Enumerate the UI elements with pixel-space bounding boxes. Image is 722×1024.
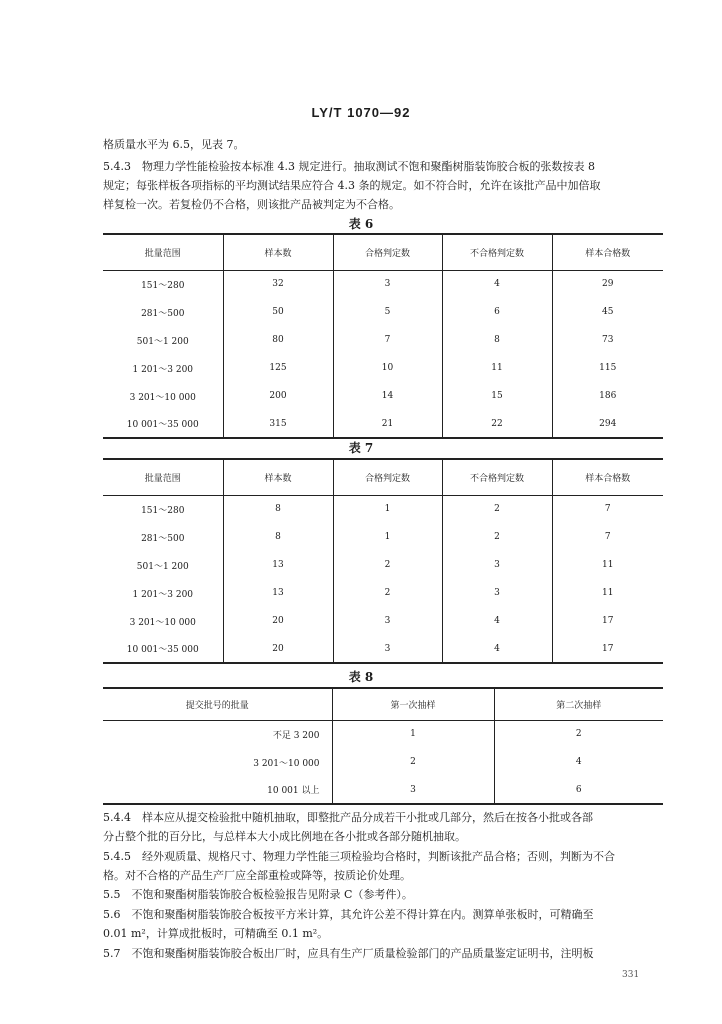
paragraph: 分占整个批的百分比，与总样本大小成比例地在各小批或各部分随机抽取。	[103, 830, 466, 843]
table-cell: 80	[223, 326, 333, 354]
table-row	[103, 382, 663, 410]
paragraph: 5.6 不饱和聚酯树脂装饰胶合板按平方米计算，其允许公差不得计算在内。测算单张板时，可精确至	[103, 908, 594, 921]
table-cell: 200	[223, 382, 333, 410]
table-cell: 1 201～3 200	[103, 579, 223, 607]
table-cell: 6	[494, 776, 663, 804]
table-cell: 10	[333, 354, 442, 382]
table-cell: 21	[333, 410, 442, 438]
table-cell: 501～1 200	[103, 326, 223, 354]
table-cell: 7	[333, 326, 442, 354]
paragraph: 5.4.4 样本应从提交检验批中随机抽取，即整批产品分成若干小批或几部分，然后在按各小批或各部	[103, 811, 593, 824]
table-row	[103, 748, 663, 776]
table-cell: 3 201～10 000	[103, 748, 332, 776]
table-cell: 不足 3 200	[103, 720, 332, 748]
paragraph: 样复检一次。若复检仍不合格，则该批产品被判定为不合格。	[103, 198, 400, 211]
table-7	[103, 458, 663, 664]
table-cell: 3	[442, 579, 552, 607]
table-cell: 2	[442, 523, 552, 551]
paragraph: 5.7 不饱和聚酯树脂装饰胶合板出厂时，应具有生产厂质量检验部门的产品质量鉴定证明书，注明板	[103, 947, 594, 960]
table-6	[103, 233, 663, 439]
table-cell: 1	[332, 720, 494, 748]
table-header-cell: 批量范围	[103, 459, 223, 495]
page-number: 331	[622, 970, 640, 980]
table-header-cell: 样本合格数	[552, 234, 663, 270]
table-row	[103, 326, 663, 354]
table-cell: 6	[442, 298, 552, 326]
table-cell: 1 201～3 200	[103, 354, 223, 382]
table-row	[103, 495, 663, 523]
table-6-caption: 表 6	[348, 217, 374, 231]
table-row	[103, 776, 663, 804]
table-cell: 3	[332, 776, 494, 804]
table-cell: 22	[442, 410, 552, 438]
table-row	[103, 607, 663, 635]
table-cell: 1	[333, 523, 442, 551]
table-cell: 294	[552, 410, 663, 438]
paragraph: 格质量水平为 6.5，见表 7。	[103, 138, 245, 151]
table-cell: 2	[333, 579, 442, 607]
table-cell: 5	[333, 298, 442, 326]
table-cell: 11	[442, 354, 552, 382]
table-cell: 13	[223, 551, 333, 579]
table-cell: 2	[442, 495, 552, 523]
table-cell: 50	[223, 298, 333, 326]
table-cell: 45	[552, 298, 663, 326]
table-cell: 13	[223, 579, 333, 607]
table-cell: 125	[223, 354, 333, 382]
table-cell: 7	[552, 523, 663, 551]
table-cell: 4	[442, 635, 552, 663]
document-header: LY/T 1070—92	[311, 105, 411, 120]
table-cell: 281～500	[103, 298, 223, 326]
table-header-cell: 合格判定数	[333, 459, 442, 495]
table-cell: 2	[332, 748, 494, 776]
table-cell: 17	[552, 635, 663, 663]
paragraph: 5.4.5 经外观质量、规格尺寸、物理力学性能三项检验均合格时，判断该批产品合格；否则，判断为不合	[103, 850, 615, 863]
table-row	[103, 551, 663, 579]
table-row	[103, 410, 663, 438]
table-row	[103, 354, 663, 382]
table-cell: 501～1 200	[103, 551, 223, 579]
table-header-cell: 第一次抽样	[332, 688, 494, 720]
table-row	[103, 523, 663, 551]
table-cell: 20	[223, 607, 333, 635]
table-cell: 3	[333, 607, 442, 635]
table-row	[103, 298, 663, 326]
table-row	[103, 270, 663, 298]
table-cell: 3 201～10 000	[103, 382, 223, 410]
table-cell: 3 201～10 000	[103, 607, 223, 635]
table-cell: 17	[552, 607, 663, 635]
table-row	[103, 579, 663, 607]
table-cell: 3	[333, 270, 442, 298]
table-8-caption: 表 8	[348, 670, 374, 684]
table-cell: 8	[223, 523, 333, 551]
table-cell: 115	[552, 354, 663, 382]
table-cell: 281～500	[103, 523, 223, 551]
table-cell: 7	[552, 495, 663, 523]
table-cell: 2	[494, 720, 663, 748]
table-cell: 3	[442, 551, 552, 579]
table-cell: 4	[442, 270, 552, 298]
table-header-cell: 不合格判定数	[442, 234, 552, 270]
table-cell: 20	[223, 635, 333, 663]
table-cell: 10 001～35 000	[103, 635, 223, 663]
table-header-cell: 样本数	[223, 459, 333, 495]
paragraph: 5.5 不饱和聚酯树脂装饰胶合板检验报告见附录 C（参考件）。	[103, 888, 413, 901]
table-cell: 151～280	[103, 495, 223, 523]
table-row	[103, 635, 663, 663]
paragraph: 格。对不合格的产品生产厂应全部重检或降等，按质论价处理。	[103, 869, 411, 882]
table-cell: 2	[333, 551, 442, 579]
table-cell: 4	[494, 748, 663, 776]
table-cell: 315	[223, 410, 333, 438]
table-cell: 4	[442, 607, 552, 635]
table-cell: 1	[333, 495, 442, 523]
table-cell: 3	[333, 635, 442, 663]
table-header-cell: 提交批号的批量	[103, 688, 332, 720]
table-cell: 32	[223, 270, 333, 298]
table-cell: 15	[442, 382, 552, 410]
table-header-cell: 样本数	[223, 234, 333, 270]
table-cell: 10 001～35 000	[103, 410, 223, 438]
table-header-cell: 合格判定数	[333, 234, 442, 270]
table-header-cell: 批量范围	[103, 234, 223, 270]
table-8	[103, 687, 663, 805]
table-cell: 8	[442, 326, 552, 354]
table-cell: 10 001 以上	[103, 776, 332, 804]
table-cell: 186	[552, 382, 663, 410]
table-header-cell: 第二次抽样	[494, 688, 663, 720]
table-cell: 11	[552, 579, 663, 607]
table-row	[103, 720, 663, 748]
table-7-caption: 表 7	[348, 441, 374, 455]
table-cell: 73	[552, 326, 663, 354]
table-cell: 151～280	[103, 270, 223, 298]
table-cell: 29	[552, 270, 663, 298]
paragraph: 规定；每张样板各项指标的平均测试结果应符合 4.3 条的规定。如不符合时，允许在该批产品中加倍取	[103, 179, 601, 192]
table-header-cell: 不合格判定数	[442, 459, 552, 495]
table-header-cell: 样本合格数	[552, 459, 663, 495]
paragraph: 5.4.3 物理力学性能检验按本标准 4.3 规定进行。抽取测试不饱和聚酯树脂装饰胶合板的张数按表 8	[103, 160, 595, 173]
table-cell: 8	[223, 495, 333, 523]
table-cell: 14	[333, 382, 442, 410]
paragraph: 0.01 m²，计算成批板时，可精确至 0.1 m²。	[103, 927, 329, 940]
table-cell: 11	[552, 551, 663, 579]
